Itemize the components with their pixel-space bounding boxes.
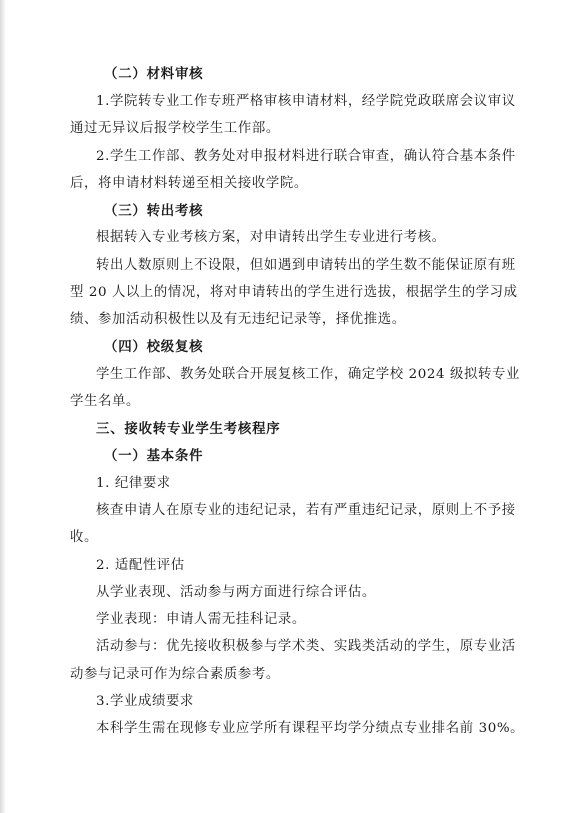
subheading-academic-requirements: 3.学业成绩要求: [96, 694, 194, 709]
paragraph-line: 本科学生需在现修专业应学所有课程平均学分绩点专业排名前 30%。: [96, 721, 525, 736]
paragraph-line: 型 20 人以上的情况，将对申请转出的学生进行选拔，根据学生的学习成: [70, 285, 518, 300]
paragraph-line: 2.学生工作部、教务处对申报材料进行联合审查，确认符合基本条件: [96, 149, 516, 164]
paragraph-line: 绩、参加活动积极性以及有无违纪记录等，择优推选。: [70, 312, 406, 327]
section-heading-material-review: （二）材料审核: [104, 66, 204, 82]
section-heading-school-review: （四）校级复核: [104, 339, 204, 355]
paragraph-line: 转出人数原则上不设限，但如遇到申请转出的学生数不能保证原有班: [96, 258, 516, 273]
subheading-discipline: 1. 纪律要求: [96, 476, 171, 491]
paragraph-line: 从学业表现、活动参与两方面进行综合评估。: [96, 585, 376, 600]
subheading-suitability: 2. 适配性评估: [96, 558, 185, 573]
chapter-heading-receiving-procedure: 三、接收转专业学生考核程序: [96, 421, 281, 437]
paragraph-line: 后，将申请材料转递至相关接收学院。: [70, 176, 308, 191]
paragraph-line: 学生工作部、教务处联合开展复核工作，确定学校 2024 级拟转专业: [96, 367, 520, 382]
section-heading-basic-conditions: （一）基本条件: [104, 448, 204, 464]
paragraph-line: 活动参与：优先接收积极参与学术类、实践类活动的学生，原专业活: [96, 639, 516, 654]
paragraph-line: 根据转入专业考核方案，对申请转出学生专业进行考核。: [96, 230, 446, 245]
paragraph-line: 核查申请人在原专业的违纪记录，若有严重违纪记录，原则上不予接: [96, 503, 516, 518]
paragraph-line: 收。: [70, 530, 98, 545]
paragraph-line: 动参与记录可作为综合素质参考。: [70, 667, 280, 682]
paragraph-line: 学业表现：申请人需无挂科记录。: [96, 612, 306, 627]
paragraph-line: 1.学院转专业工作专班严格审核申请材料，经学院党政联席会议审议: [96, 94, 516, 109]
section-heading-transfer-out-assessment: （三）转出考核: [104, 203, 204, 219]
paragraph-line: 学生名单。: [70, 394, 140, 409]
paragraph-line: 通过无异议后报学校学生工作部。: [70, 121, 280, 136]
